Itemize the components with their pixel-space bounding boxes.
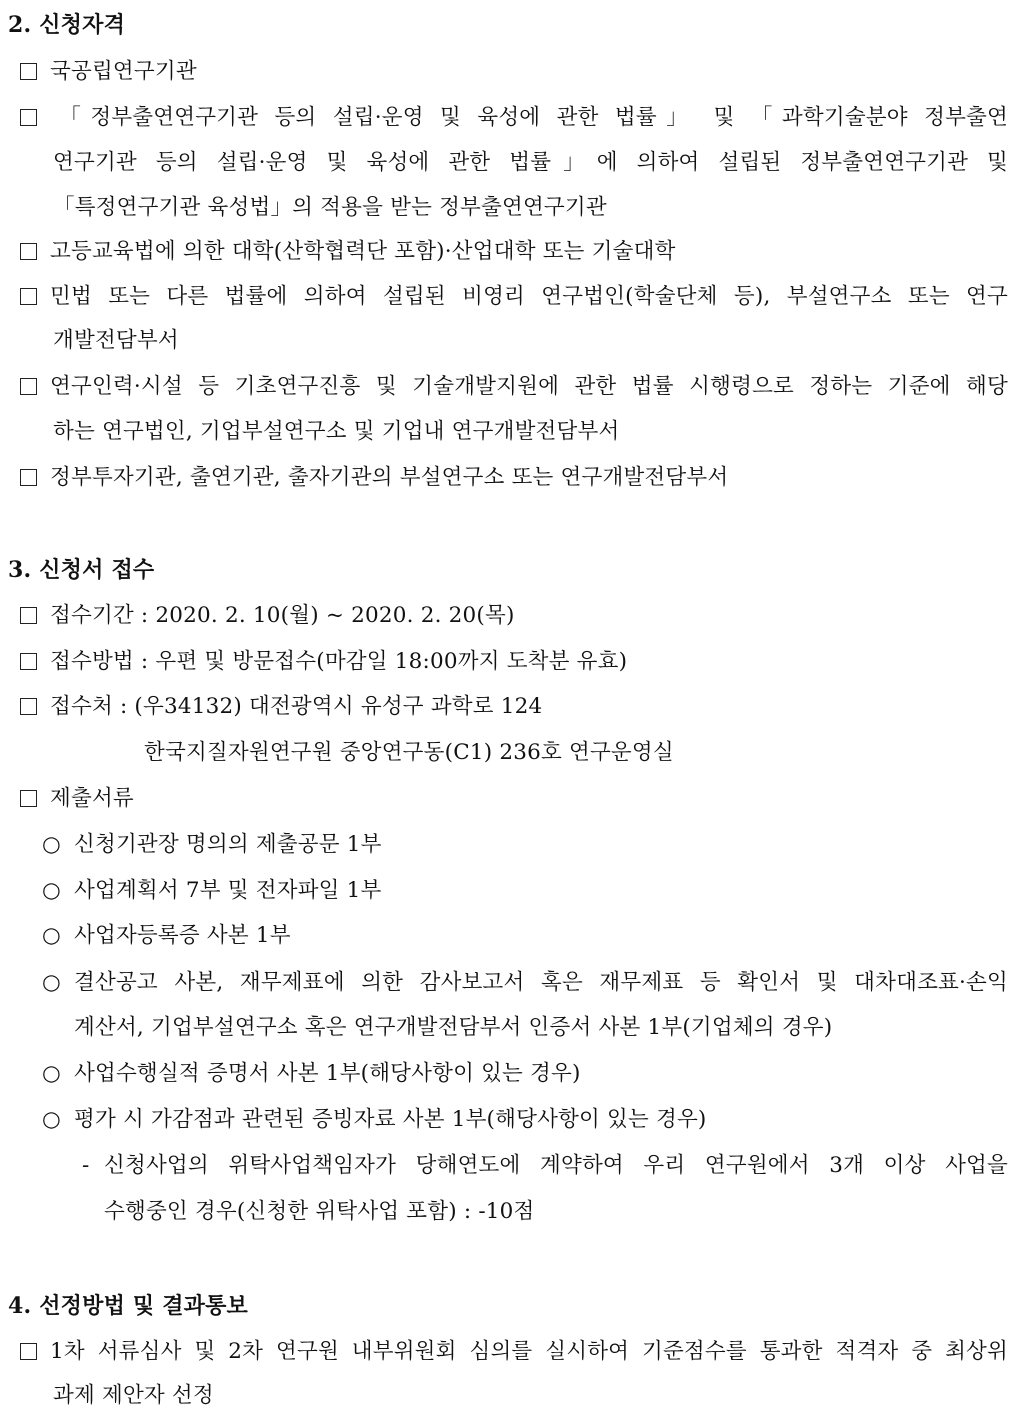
checkbox-square-icon xyxy=(20,378,37,395)
note-item-continuation: 수행중인 경우(신청한 위탁사업 포함) : -10점 xyxy=(104,1199,535,1224)
list-item: 1차 서류심사 및 2차 연구원 내부위원회 심의를 실시하여 기준점수를 통과한 적격자 중 최상위 xyxy=(20,1337,1008,1367)
list-item-continuation: 「특정연구기관 육성법」의 적용을 받는 정부출연연구기관 xyxy=(53,195,607,220)
checkbox-square-icon xyxy=(20,653,37,670)
list-item-continuation: 하는 연구법인, 기업부설연구소 및 기업내 연구개발전담부서 xyxy=(53,419,620,444)
checkbox-square-icon xyxy=(20,1343,37,1360)
sub-list-item: ○ 평가 시 가감점과 관련된 증빙자료 사본 1부(해당사항이 있는 경우) xyxy=(42,1105,707,1135)
checkbox-square-icon xyxy=(20,243,37,260)
list-item-continuation: 개발전담부서 xyxy=(53,328,179,353)
list-item: 연구인력·시설 등 기초연구진흥 및 기술개발지원에 관한 법률 시행령으로 정하는 기준에 해당 xyxy=(20,372,1008,402)
sub-list-item: ○ 사업자등록증 사본 1부 xyxy=(42,921,291,951)
sub-list-item: ○ 신청기관장 명의의 제출공문 1부 xyxy=(42,830,382,860)
note-item: - 신청사업의 위탁사업책임자가 당해연도에 계약하여 우리 연구원에서 3개 이상 사업을 xyxy=(82,1151,1008,1181)
sub-list-item: ○ 사업수행실적 증명서 사본 1부(해당사항이 있는 경우) xyxy=(42,1059,581,1089)
checkbox-square-icon xyxy=(20,288,37,305)
section-4-heading: 4. 선정방법 및 결과통보 xyxy=(8,1293,249,1319)
list-item: 접수처 : (우34132) 대전광역시 유성구 과학로 124 xyxy=(20,692,542,722)
sub-list-item: ○ 결산공고 사본, 재무제표에 의한 감사보고서 혹은 재무제표 등 확인서 및 대차대조표·손익 xyxy=(42,968,1008,998)
circle-bullet-icon: ○ xyxy=(42,1061,61,1086)
list-item: 접수방법 : 우편 및 방문접수(마감일 18:00까지 도착분 유효) xyxy=(20,647,627,677)
list-item: 정부투자기관, 출연기관, 출자기관의 부설연구소 또는 연구개발전담부서 xyxy=(20,463,728,493)
section-3-heading: 3. 신청서 접수 xyxy=(8,557,155,583)
list-item: 「정부출연연구기관 등의 설립·운영 및 육성에 관한 법률」 및 「과학기술분야 정부출연 xyxy=(20,103,1008,133)
dash-bullet-icon: - xyxy=(82,1153,90,1178)
checkbox-square-icon xyxy=(20,607,37,624)
checkbox-square-icon xyxy=(20,698,37,715)
sub-list-item-continuation: 계산서, 기업부설연구소 혹은 연구개발전담부서 인증서 사본 1부(기업체의 경우) xyxy=(74,1015,833,1040)
list-item: 제출서류 xyxy=(20,784,134,814)
address-continuation: 한국지질자원연구원 중앙연구동(C1) 236호 연구운영실 xyxy=(144,740,674,765)
circle-bullet-icon: ○ xyxy=(42,878,61,903)
list-item-continuation: 과제 제안자 선정 xyxy=(53,1383,214,1408)
list-item: 고등교육법에 의한 대학(산학협력단 포함)·산업대학 또는 기술대학 xyxy=(20,237,676,267)
circle-bullet-icon: ○ xyxy=(42,970,61,995)
sub-list-item: ○ 사업계획서 7부 및 전자파일 1부 xyxy=(42,876,382,906)
checkbox-square-icon xyxy=(20,63,37,80)
list-item: 국공립연구기관 xyxy=(20,57,197,87)
circle-bullet-icon: ○ xyxy=(42,923,61,948)
list-item: 민법 또는 다른 법률에 의하여 설립된 비영리 연구법인(학술단체 등), 부설연구소 또는 연구 xyxy=(20,282,1008,312)
list-item: 접수기간 : 2020. 2. 10(월) ~ 2020. 2. 20(목) xyxy=(20,601,515,631)
checkbox-square-icon xyxy=(20,790,37,807)
checkbox-square-icon xyxy=(20,109,37,126)
circle-bullet-icon: ○ xyxy=(42,1107,61,1132)
circle-bullet-icon: ○ xyxy=(42,832,61,857)
section-2-heading: 2. 신청자격 xyxy=(8,12,126,38)
checkbox-square-icon xyxy=(20,469,37,486)
list-item-continuation: 연구기관 등의 설립·운영 및 육성에 관한 법률」에 의하여 설립된 정부출연연구기관 및 xyxy=(53,150,1008,175)
